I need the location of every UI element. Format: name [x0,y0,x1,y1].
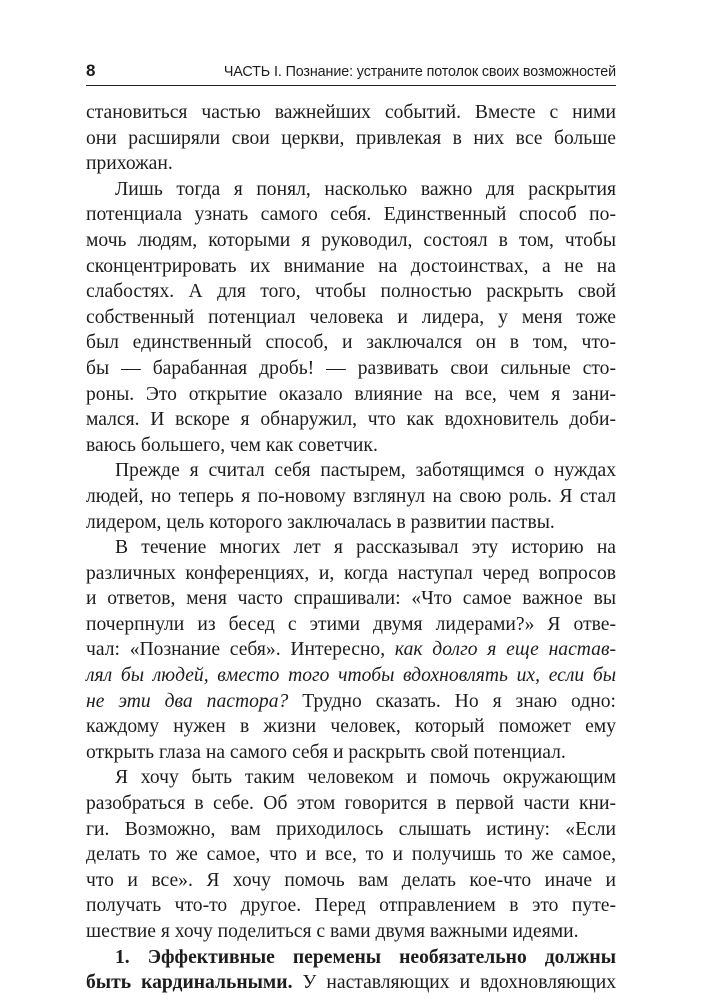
text-line: Я хочу быть таким человеком и помочь окружающим [115,767,616,789]
text-line [86,637,616,663]
text-line: становиться частью важнейших событий. Вместе с ними [86,102,616,123]
text-line: различных конференциях, и, когда наступал черед вопросов [86,562,616,584]
text-line: ваюсь большего, чем как советчик. [86,434,378,456]
text-line: мочь людям, которыми я руководил, состоял в том, чтобы [86,229,616,251]
bold-heading-line: 1. Эффективные перемены необязательно должны [115,946,616,968]
text-line: почерпнули из бесед с этими двумя лидерами?» Я отве- [86,613,616,635]
text-line: слабостях. А для того, чтобы полностью раскрыть свой [86,281,616,303]
text-segment: Трудно сказать. Но я знаю одно: [302,690,616,712]
text-line: что и все». Я хочу помочь вам делать кое-что иначе и [86,869,616,891]
body-text [86,100,616,996]
text-line: людей, но теперь я по-новому взглянул на свою роль. Я стал [86,485,616,507]
text-segment: чал: «Познание себя». Интересно, [86,639,386,661]
text-line: делать то же самое, что и все, то и получишь то же самое, [86,844,616,866]
page-number: 8 [86,61,96,80]
text-line: прихожан. [86,153,173,175]
text-line: В течение многих лет я рассказывал эту историю на [115,537,616,559]
italic-text: как долго я еще настав- [394,639,616,661]
text-line: мался. И вскоре я обнаружил, что как вдохновитель доби- [86,409,616,431]
text-line [86,689,616,715]
bold-text: быть кардинальными. [86,972,293,994]
text-line: лидером, цель которого заключалась в развитии паствы. [86,511,555,533]
text-segment: У наставляющих и вдохновляющих [302,972,617,994]
text-line: потенциала узнать самого себя. Единственный способ по- [86,204,616,226]
italic-line: лял бы людей, вместо того чтобы вдохновлять их, если бы [86,665,616,687]
running-head [86,61,616,86]
text-line: каждому нужен в жизни человек, который поможет ему [86,716,616,738]
text-line: ги. Возможно, вам приходилось слышать истину: «Если [86,818,616,840]
text-line: они расширяли свои церкви, привлекая в них все больше [86,127,616,149]
text-line: открыть глаза на самого себя и раскрыть свой потенциал. [86,741,566,763]
text-line: роны. Это открытие оказало влияние на все, чем я зани- [86,383,616,405]
text-line: шествие я хочу поделиться с вами двумя важными идеями. [86,921,579,942]
text-line: бы — барабанная дробь! — развивать свои сильные сто- [86,357,616,379]
text-line: Лишь тогда я понял, насколько важно для раскрытия [115,178,616,200]
text-line: собственный потенциал человека и лидера, у меня тоже [86,306,616,328]
running-title: ЧАСТЬ I. Познание: устраните потолок своих возможностей [223,64,616,80]
text-line: и ответов, меня часто спрашивали: «Что самое важное вы [86,588,616,610]
text-line: получать что-то другое. Перед отправлением в это путе- [86,895,616,917]
text-line: Прежде я считал себя пастырем, заботящимся о нуждах [115,460,616,482]
text-line [86,970,616,996]
text-line: сконцентрировать их внимание на достоинствах, а не на [86,255,616,277]
italic-text: не эти два пастора? [86,690,289,712]
text-line: разобраться в себе. Об этом говорится в первой части кни- [86,793,616,815]
text-line: был единственный способ, и заключался он в том, что- [86,332,616,354]
